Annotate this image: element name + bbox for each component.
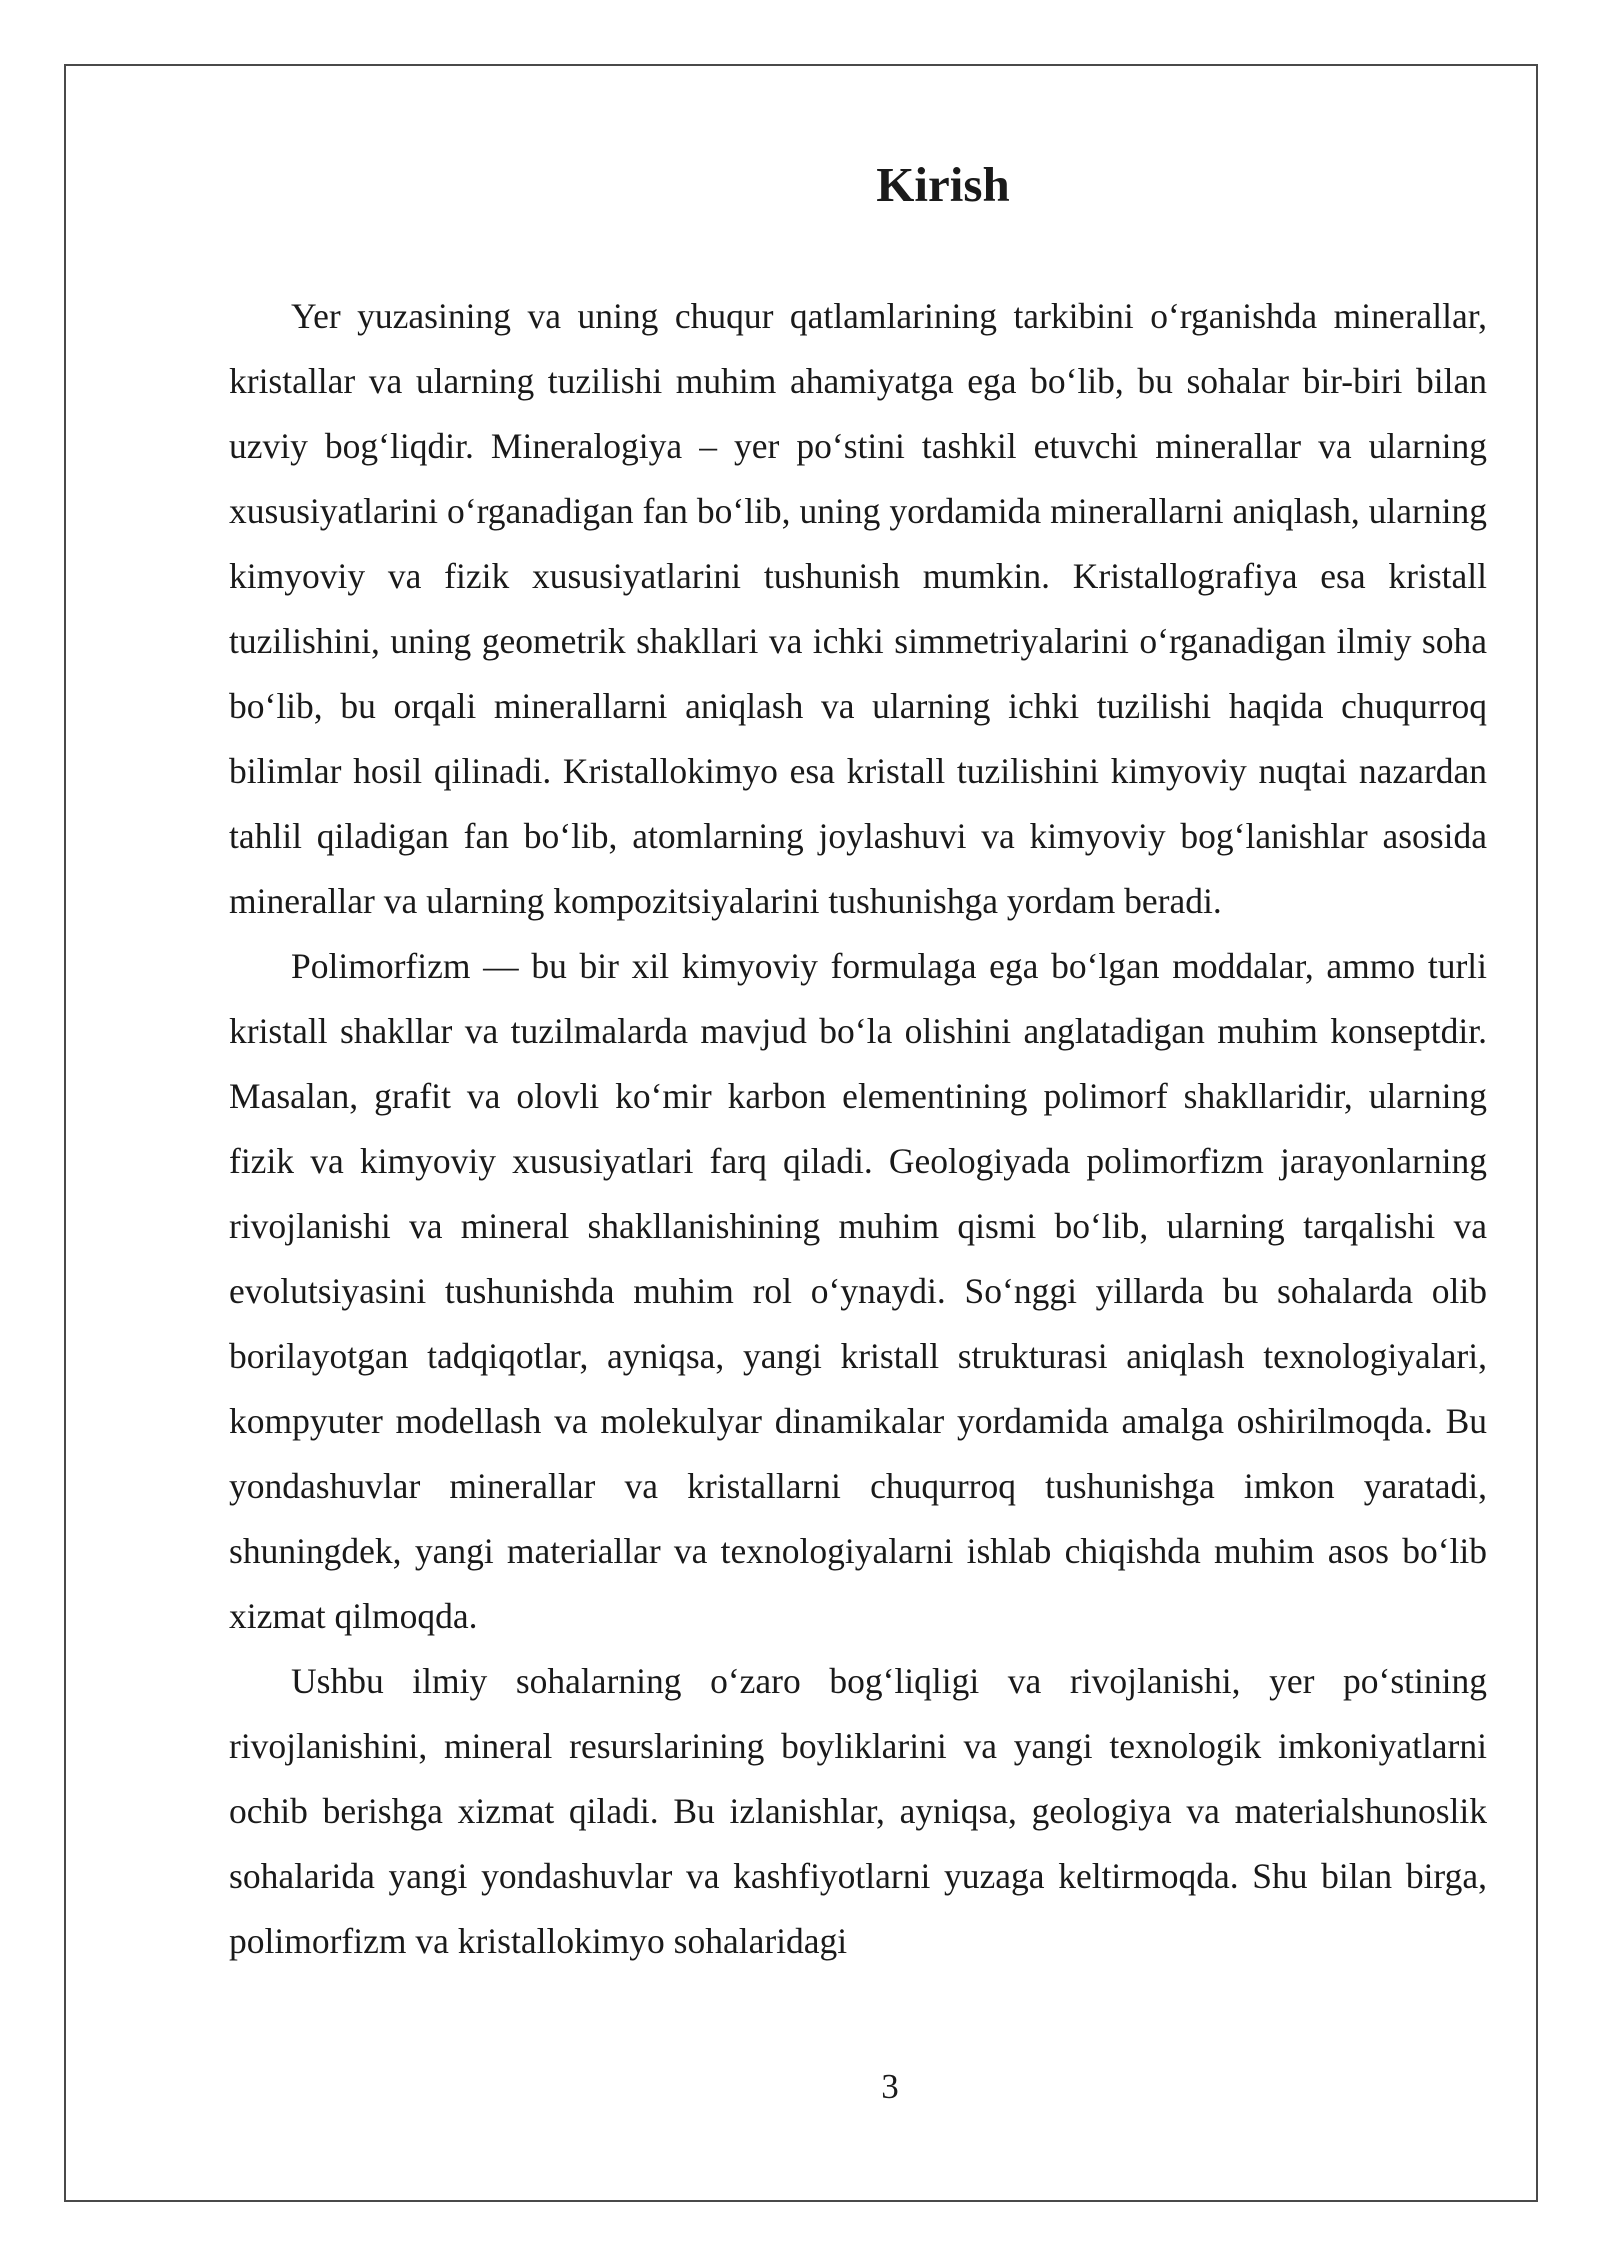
paragraph-2: Polimorfizm — bu bir xil kimyoviy formulaga ega bo‘lgan moddalar, ammo turli kristall shakllar va tuzilmalarda mavjud bo‘la olishini anglatadigan muhim konseptdir. Masalan, grafit va olovli ko‘mir karbon elementining polimorf shakllaridir, ularning fizik va kimyoviy xususiyatlari farq qiladi. Geologiyada polimorfizm jarayonlarning rivojlanishi va mineral shakllanishining muhim qismi bo‘lib, ularning tarqalishi va evolutsiyasini tushunishda muhim rol o‘ynaydi. So‘nggi yillarda bu sohalarda olib borilayotgan tadqiqotlar, ayniqsa, yangi kristall strukturasi aniqlash texnologiyalari, kompyuter modellash va molekulyar dinamikalar yordamida amalga oshirilmoqda. Bu yondashuvlar minerallar va kristallarni chuqurroq tushunishga imkon yaratadi, shuningdek, yangi materiallar va texnologiyalarni ishlab chiqishda muhim asos bo‘lib xizmat qilmoqda. [229,946,1487,1636]
page-title: Kirish [876,157,1010,212]
paragraph-3: Ushbu ilmiy sohalarning o‘zaro bog‘liqligi va rivojlanishi, yer po‘stining rivojlanishini, mineral resurslarining boyliklarini va yangi texnologik imkoniyatlarni ochib berishga xizmat qiladi. Bu izlanishlar, ayniqsa, geologiya va materialshunoslik sohalarida yangi yondashuvlar va kashfiyotlarni yuzaga keltirmoqda. Shu bilan birga, polimorfizm va kristallokimyo sohalaridagi [229,1661,1487,1961]
page-content [229,150,1487,1974]
body-text [229,284,1487,1974]
page-number: 3 [881,2067,899,2106]
paragraph-1: Yer yuzasining va uning chuqur qatlamlarining tarkibini o‘rganishda minerallar, kristallar va ularning tuzilishi muhim ahamiyatga ega bo‘lib, bu sohalar bir-biri bilan uzviy bog‘liqdir. Mineralogiya – yer po‘stini tashkil etuvchi minerallar va ularning xususiyatlarini o‘rganadigan fan bo‘lib, uning yordamida minerallarni aniqlash, ularning kimyoviy va fizik xususiyatlarini tushunish mumkin. Kristallografiya esa kristall tuzilishini, uning geometrik shakllari va ichki simmetriyalarini o‘rganadigan ilmiy soha bo‘lib, bu orqali minerallarni aniqlash va ularning ichki tuzilishi haqida chuqurroq bilimlar hosil qilinadi. Kristallokimyo esa kristall tuzilishini kimyoviy nuqtai nazardan tahlil qiladigan fan bo‘lib, atomlarning joylashuvi va kimyoviy bog‘lanishlar asosida minerallar va ularning kompozitsiyalarini tushunishga yordam beradi. [229,296,1487,921]
